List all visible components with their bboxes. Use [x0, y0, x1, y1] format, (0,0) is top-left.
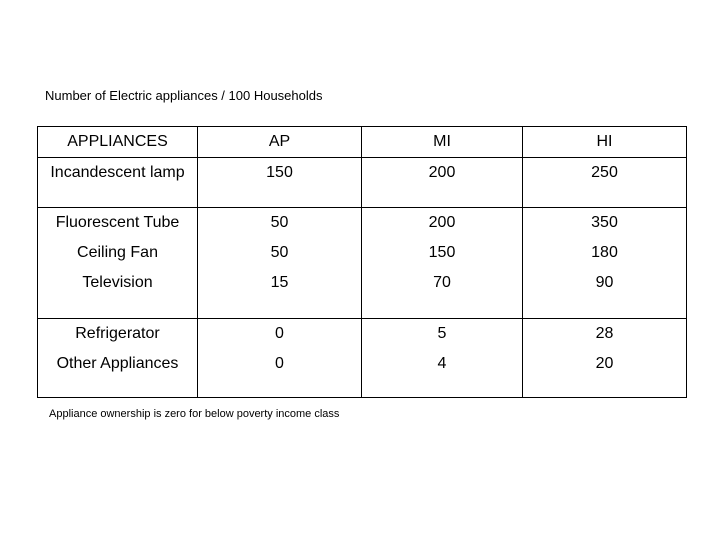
- mi-value: 70: [362, 268, 523, 319]
- ap-value: 150: [198, 158, 362, 208]
- appliance-name: Refrigerator: [38, 319, 198, 350]
- mi-value: 200: [362, 208, 523, 239]
- table-header-row: [38, 127, 687, 158]
- table-row: [38, 268, 687, 319]
- header-ap: AP: [198, 127, 362, 158]
- table-row: [38, 349, 687, 398]
- mi-value: 200: [362, 158, 523, 208]
- mi-value: 5: [362, 319, 523, 350]
- appliance-name: Incandescent lamp: [38, 158, 198, 208]
- header-hi: HI: [523, 127, 687, 158]
- footnote: Appliance ownership is zero for below poverty income class: [49, 408, 340, 420]
- mi-value: 4: [362, 349, 523, 398]
- appliance-name: Fluorescent Tube: [38, 208, 198, 239]
- appliance-name: Other Appliances: [38, 349, 198, 398]
- ap-value: 50: [198, 208, 362, 239]
- mi-value: 150: [362, 238, 523, 268]
- appliance-name: Ceiling Fan: [38, 238, 198, 268]
- table-row: [38, 158, 687, 208]
- hi-value: 20: [523, 349, 687, 398]
- table-row: [38, 238, 687, 268]
- table-caption: Number of Electric appliances / 100 Households: [45, 88, 323, 103]
- ap-value: 15: [198, 268, 362, 319]
- header-mi: MI: [362, 127, 523, 158]
- hi-value: 350: [523, 208, 687, 239]
- hi-value: 90: [523, 268, 687, 319]
- ap-value: 0: [198, 319, 362, 350]
- table-row: [38, 319, 687, 350]
- hi-value: 180: [523, 238, 687, 268]
- header-appliances: APPLIANCES: [38, 127, 198, 158]
- appliance-name: Television: [38, 268, 198, 319]
- ap-value: 50: [198, 238, 362, 268]
- table-row: [38, 208, 687, 239]
- ap-value: 0: [198, 349, 362, 398]
- hi-value: 28: [523, 319, 687, 350]
- appliances-table: [37, 126, 687, 398]
- hi-value: 250: [523, 158, 687, 208]
